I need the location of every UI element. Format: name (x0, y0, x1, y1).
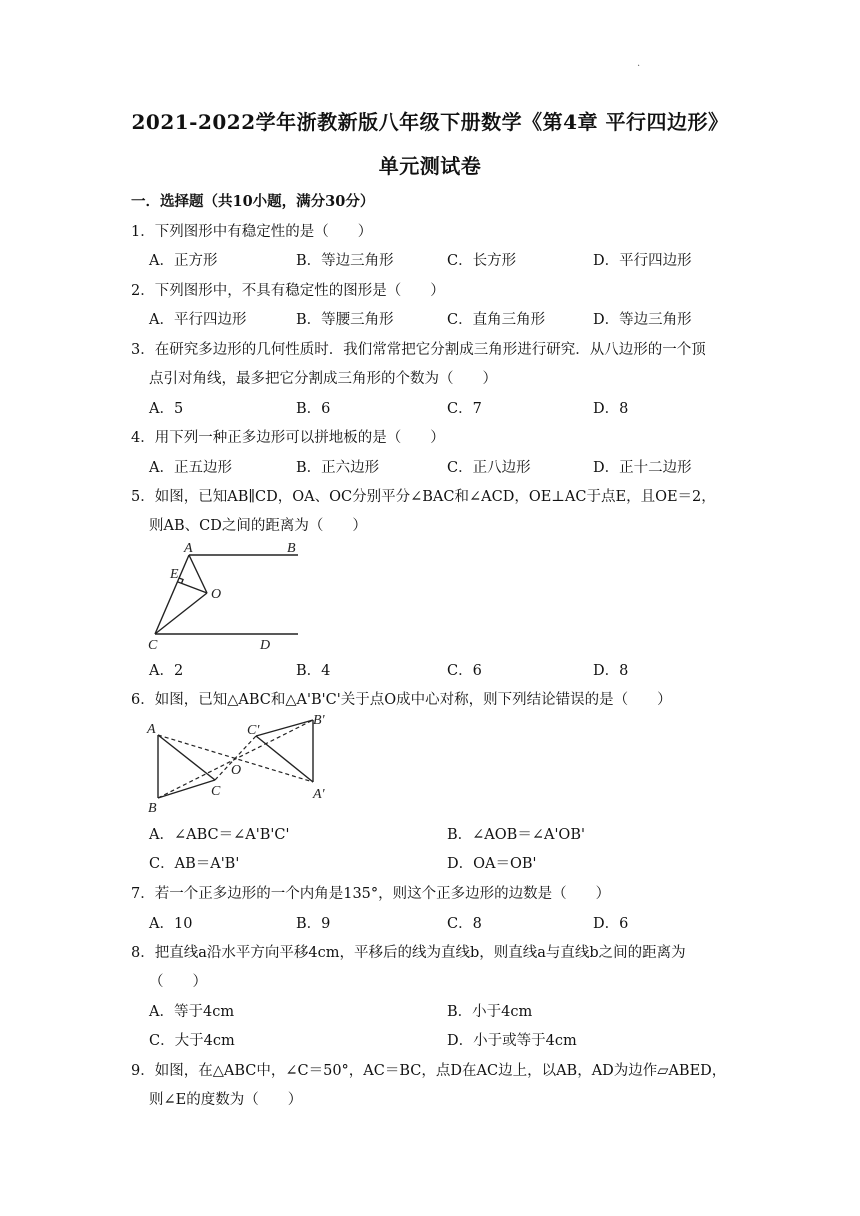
q1-option-b: B．等边三角形 (296, 253, 394, 269)
q3-option-b: B．6 (296, 401, 331, 417)
q5-label-o: O (211, 587, 222, 602)
q4-option-a: A．正五边形 (149, 460, 232, 476)
figure-q6 (143, 710, 338, 816)
q6-label-a: A (147, 722, 156, 737)
q6-label-c-prime: C' (247, 723, 260, 738)
page-subtitle: 单元测试卷 (378, 154, 482, 178)
q6-option-a: A．∠ABC＝∠A'B'C' (149, 827, 290, 843)
question-5-stem: 5．如图，已知AB∥CD，OA、OC分别平分∠BAC和∠ACD，OE⊥AC于点E，且OE＝2， (131, 489, 716, 505)
q7-option-c: C．8 (447, 916, 482, 932)
q5-label-c: C (148, 638, 158, 653)
q5-label-a: A (184, 541, 193, 556)
question-7-stem: 7．若一个正多边形的一个内角是135°，则这个正多边形的边数是（ ） (131, 886, 611, 902)
question-2-stem: 2．下列图形中，不具有稳定性的图形是（ ） (131, 283, 445, 299)
q6-option-c: C．AB＝A'B' (149, 856, 240, 872)
question-3-stem: 3．在研究多边形的几何性质时．我们常常把它分割成三角形进行研究．从八边形的一个顶 (131, 342, 706, 358)
q5-option-b: B．4 (296, 663, 331, 679)
q1-option-a: A．正方形 (149, 253, 218, 269)
q5-option-c: C．6 (447, 663, 482, 679)
question-6-stem: 6．如图，已知△ABC和△A'B'C'关于点O成中心对称，则下列结论错误的是（ ） (131, 692, 672, 708)
q1-option-c: C．长方形 (447, 253, 517, 269)
q4-option-d: D．正十二边形 (593, 460, 692, 476)
q8-option-d: D．小于或等于4cm (447, 1033, 577, 1049)
q2-option-b: B．等腰三角形 (296, 312, 394, 328)
q6-label-b: B (148, 801, 157, 816)
question-8-stem: 8．把直线a沿水平方向平移4cm，平移后的线为直线b，则直线a与直线b之间的距离为 (131, 945, 686, 961)
q4-option-b: B．正六边形 (296, 460, 380, 476)
q6-label-a-prime: A' (313, 787, 325, 802)
question-3-stem-cont: 点引对角线，最多把它分割成三角形的个数为（ ） (149, 371, 497, 387)
q5-option-d: D．8 (593, 663, 629, 679)
q8-option-c: C．大于4cm (149, 1033, 235, 1049)
section-heading: 一．选择题（共10小题，满分30分） (131, 193, 375, 210)
q6-option-b: B．∠AOB＝∠A'OB' (447, 827, 585, 843)
q5-label-d: D (260, 638, 271, 653)
figure-q5 (145, 538, 305, 654)
question-4-stem: 4．用下列一种正多边形可以拼地板的是（ ） (131, 430, 445, 446)
q6-option-d: D．OA＝OB' (447, 856, 537, 872)
question-1-stem: 1．下列图形中有稳定性的是（ ） (131, 224, 373, 240)
q7-option-b: B．9 (296, 916, 331, 932)
q4-option-c: C．正八边形 (447, 460, 531, 476)
q1-option-d: D．平行四边形 (593, 253, 692, 269)
question-8-stem-cont: （ ） (149, 974, 207, 990)
q3-option-a: A．5 (149, 401, 184, 417)
question-9-stem: 9．如图，在△ABC中，∠C＝50°，AC＝BC，点D在AC边上，以AB，AD为边作▱ABED， (131, 1063, 727, 1079)
q5-option-a: A．2 (149, 663, 184, 679)
q5-label-e: E (170, 567, 179, 582)
q6-label-o: O (231, 763, 242, 778)
question-5-stem-cont: 则AB、CD之间的距离为（ ） (149, 518, 367, 534)
q7-option-d: D．6 (593, 916, 629, 932)
q2-option-c: C．直角三角形 (447, 312, 546, 328)
q8-option-a: A．等于4cm (149, 1004, 235, 1020)
q6-label-b-prime: B' (313, 713, 325, 728)
q6-label-c: C (211, 784, 221, 799)
corner-dot: . (637, 58, 641, 69)
q3-option-c: C．7 (447, 401, 482, 417)
question-9-stem-cont: 则∠E的度数为（ ） (149, 1092, 303, 1108)
q3-option-d: D．8 (593, 401, 629, 417)
page-title: 2021-2022学年浙教新版八年级下册数学《第4章 平行四边形》 (131, 110, 729, 134)
q5-label-b: B (287, 541, 296, 556)
q2-option-a: A．平行四边形 (149, 312, 247, 328)
q7-option-a: A．10 (149, 916, 193, 932)
q2-option-d: D．等边三角形 (593, 312, 692, 328)
q8-option-b: B．小于4cm (447, 1004, 533, 1020)
